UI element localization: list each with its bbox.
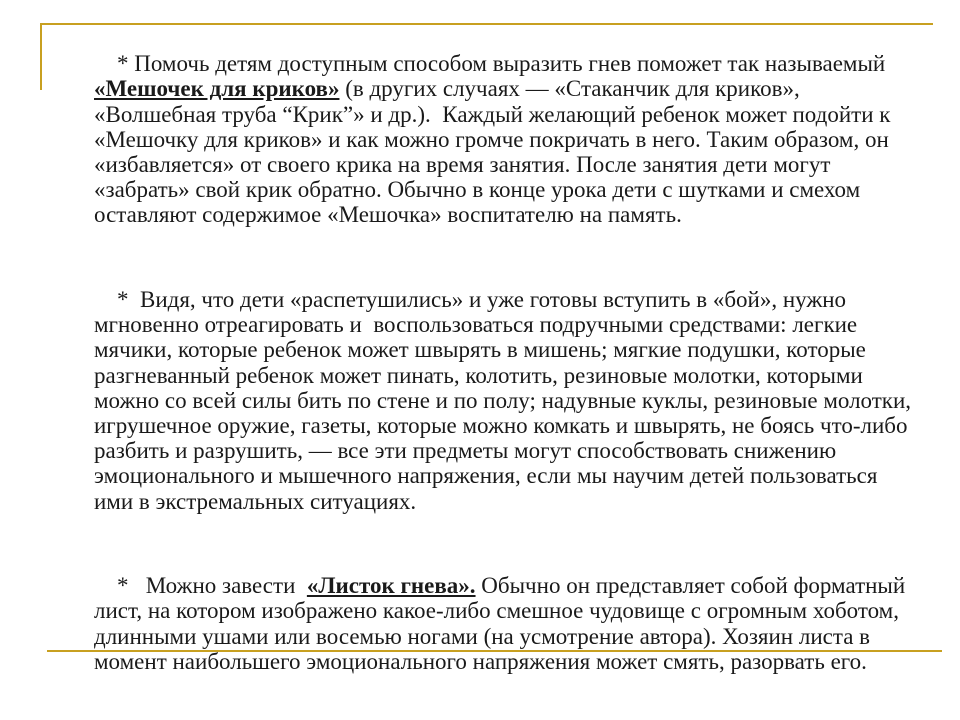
paragraph-text: * Можно завести: [117, 573, 307, 599]
slide-text-body: [58, 26, 918, 708]
paragraph-text: Обычно он представляет собой форматный лист, на котором изображено какое-либо смешное чудовище с огромным хоботом, длинными ушами или восемью ногами (на усмотрение автора). Хозяин листа в момент наибольшего эмоционального напряжения может смять, разорвать его.: [94, 573, 911, 674]
highlight-anger-sheet: «Листок гнева».: [306, 573, 476, 599]
paragraph-text: * Помочь детям доступным способом выразить гнев поможет так называемый: [117, 51, 891, 77]
top-decorative-rule: [40, 23, 933, 25]
highlight-shouting-bag: «Мешочек для криков»: [94, 76, 340, 102]
paragraph-shouting-bag: [58, 26, 918, 253]
paragraph-text: (в других случаях — «Стаканчик для криков», «Волшебная труба “Крик”» и др.). Каждый желающий ребенок может подойти к «Мешочку для криков» и как можно громче покричать в него. Таким образом, он «избавляется» от своего крика на время занятия. После занятия дети могут «забрать» свой крик обратно. Обычно в конце урока дети с шутками и смехом оставляют содержимое «Мешочка» воспитателю на память.: [94, 76, 897, 228]
left-decorative-rule: [40, 23, 42, 90]
paragraph-improvised-tools: [58, 262, 918, 539]
paragraph-text: * Видя, что дети «распетушились» и уже готовы вступить в «бой», нужно мгновенно отреагировать и воспользоваться подручными средствами: легкие мячики, которые ребенок может швырять в мишень; мягкие подушки, которые разгневанный ребенок может пинать, колотить, резиновые молотки, которыми можно со всей силы бить по стене и по полу; надувные куклы, резиновые молотки, игрушечное оружие, газеты, которые можно комкать и швырять, не боясь что-либо разбить и разрушить, — все эти предметы могут способствовать снижению эмоционального и мышечного напряжения, если мы научим детей пользоваться ими в экстремальных ситуациях.: [94, 287, 917, 514]
paragraph-anger-sheet: [58, 548, 918, 699]
